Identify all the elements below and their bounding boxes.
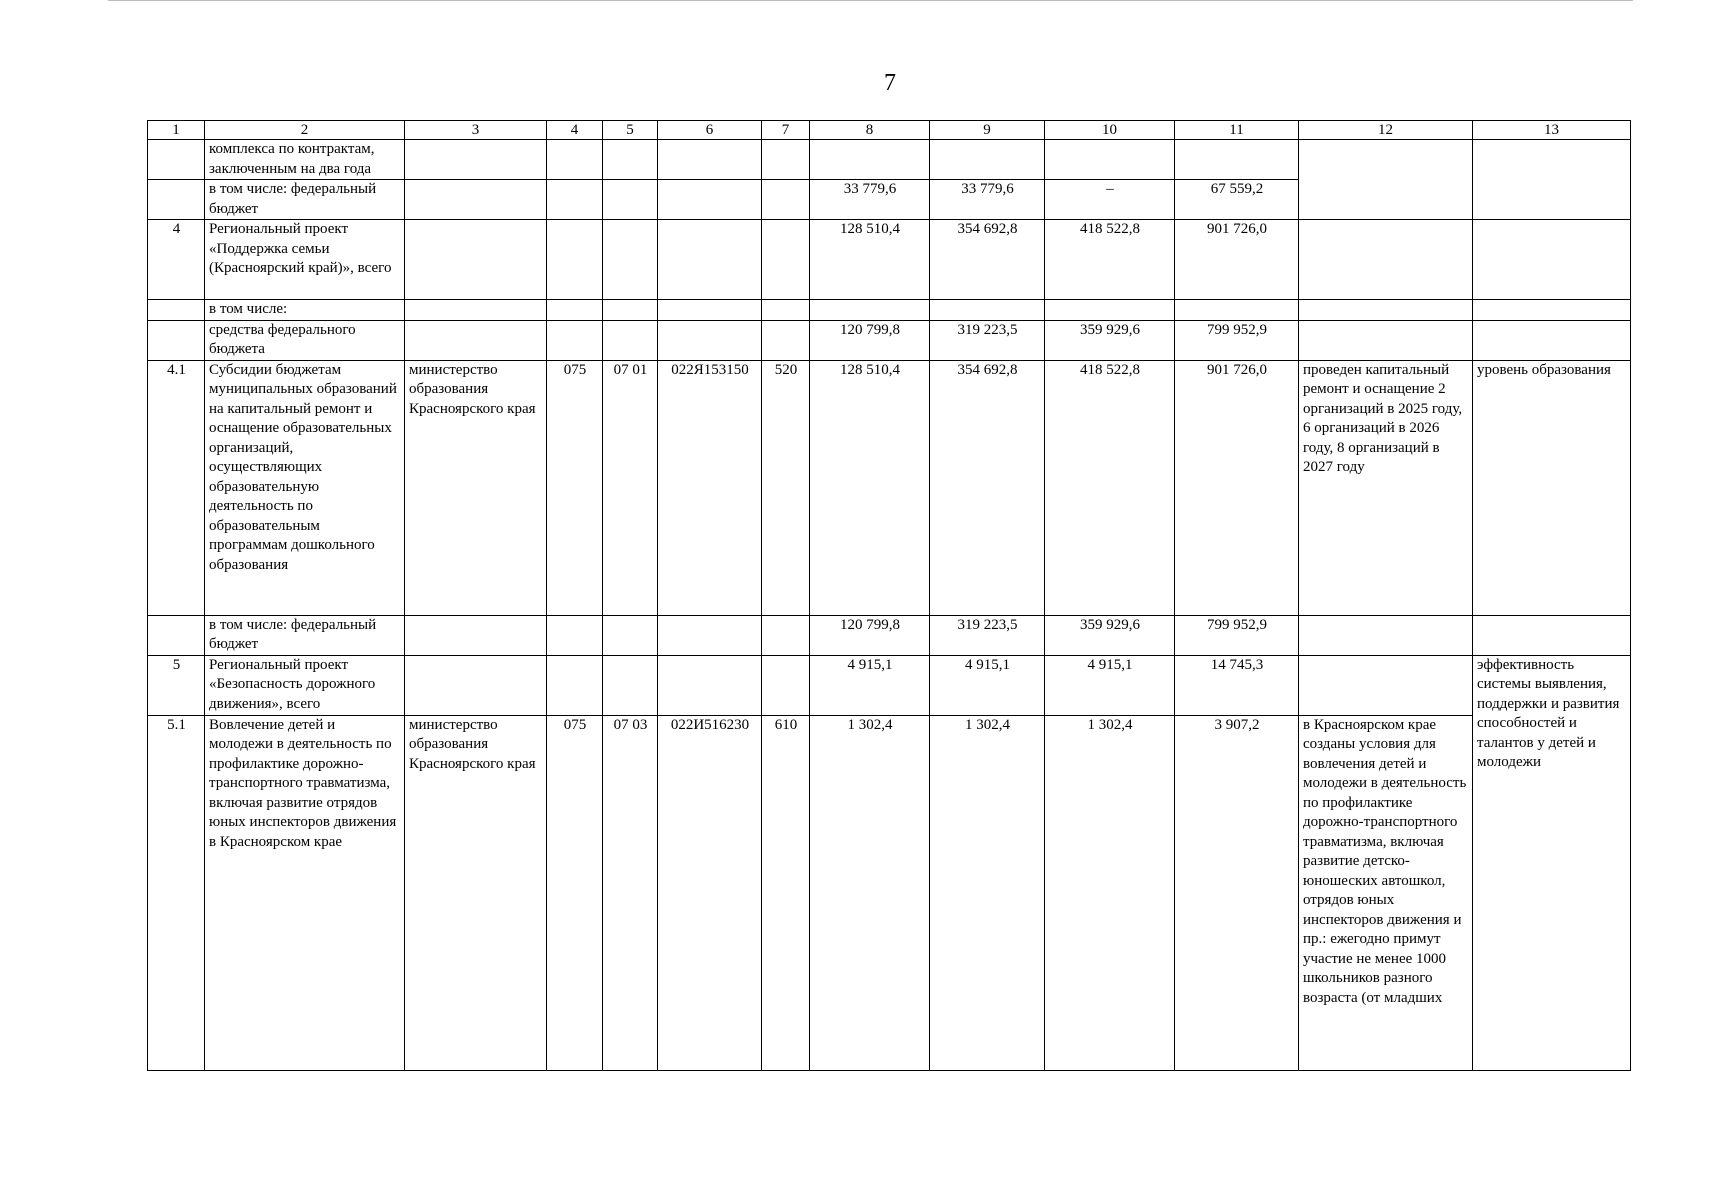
cell-value: – <box>1045 180 1175 220</box>
table-row <box>148 615 1631 655</box>
cell-indicator <box>1473 140 1631 220</box>
cell-value: 359 929,6 <box>1045 320 1175 360</box>
cell-value: 418 522,8 <box>1045 220 1175 300</box>
header-cell: 11 <box>1175 121 1299 140</box>
budget-table <box>147 120 1631 1071</box>
cell-code: 075 <box>547 360 603 615</box>
header-cell: 12 <box>1299 121 1473 140</box>
cell-value: 1 302,4 <box>930 715 1045 1070</box>
cell-code: 610 <box>762 715 810 1070</box>
cell-value: 901 726,0 <box>1175 360 1299 615</box>
table-row <box>148 320 1631 360</box>
cell-name: в том числе: <box>205 300 405 321</box>
cell-indicator: уровень образования <box>1473 360 1631 615</box>
cell-code: 022И516230 <box>658 715 762 1070</box>
cell-num: 5 <box>148 655 205 715</box>
cell-agency: министерство образования Красноярского края <box>405 715 547 1070</box>
cell-value: 901 726,0 <box>1175 220 1299 300</box>
cell-code: 075 <box>547 715 603 1070</box>
cell-value: 4 915,1 <box>810 655 930 715</box>
cell-value: 128 510,4 <box>810 220 930 300</box>
header-cell: 7 <box>762 121 810 140</box>
header-row <box>148 121 1631 140</box>
cell-name: комплекса по контрактам, заключенным на два года <box>205 140 405 180</box>
cell-num: 5.1 <box>148 715 205 1070</box>
cell-result: в Красноярском крае созданы условия для вовлечения детей и молодежи в деятельность по профилактике дорожно-транспортного травматизма, включая развитие детско-юношеских автошкол, отрядов юных инспекторов движения и пр.: ежегодно примут участие не менее 1000 школьников разного возраста (от младших <box>1299 715 1473 1070</box>
cell-indicator: эффективность системы выявления, поддержки и развития способностей и талантов у детей и молодежи <box>1473 655 1631 1070</box>
cell-value: 319 223,5 <box>930 320 1045 360</box>
header-cell: 1 <box>148 121 205 140</box>
header-cell: 2 <box>205 121 405 140</box>
cell-value: 354 692,8 <box>930 360 1045 615</box>
cell-name: Региональный проект «Поддержка семьи (Красноярский край)», всего <box>205 220 405 300</box>
cell-value: 359 929,6 <box>1045 615 1175 655</box>
cell-num: 4.1 <box>148 360 205 615</box>
cell-value: 120 799,8 <box>810 320 930 360</box>
table-row <box>148 715 1631 1070</box>
cell-value: 799 952,9 <box>1175 320 1299 360</box>
cell-code: 07 01 <box>603 360 658 615</box>
cell-code: 520 <box>762 360 810 615</box>
cell-value: 33 779,6 <box>810 180 930 220</box>
header-cell: 8 <box>810 121 930 140</box>
cell-value: 418 522,8 <box>1045 360 1175 615</box>
cell-name: Региональный проект «Безопасность дорожного движения», всего <box>205 655 405 715</box>
cell-name: в том числе: федеральный бюджет <box>205 615 405 655</box>
cell-num: 4 <box>148 220 205 300</box>
cell-value: 1 302,4 <box>1045 715 1175 1070</box>
table-row <box>148 655 1631 715</box>
top-scan-line <box>108 0 1633 1</box>
cell-name: Вовлечение детей и молодежи в деятельность по профилактике дорожно-транспортного травматизма, включая развитие отрядов юных инспекторов движения в Красноярском крае <box>205 715 405 1070</box>
cell-value: 67 559,2 <box>1175 180 1299 220</box>
cell-value: 33 779,6 <box>930 180 1045 220</box>
header-cell: 13 <box>1473 121 1631 140</box>
header-cell: 3 <box>405 121 547 140</box>
cell-value: 128 510,4 <box>810 360 930 615</box>
cell-result <box>1299 140 1473 220</box>
table-row <box>148 300 1631 321</box>
cell-code: 022Я153150 <box>658 360 762 615</box>
cell-value: 14 745,3 <box>1175 655 1299 715</box>
cell-value: 799 952,9 <box>1175 615 1299 655</box>
header-cell: 4 <box>547 121 603 140</box>
cell-num <box>148 140 205 180</box>
cell-value: 4 915,1 <box>930 655 1045 715</box>
header-cell: 6 <box>658 121 762 140</box>
cell-name: Субсидии бюджетам муниципальных образований на капитальный ремонт и оснащение образовательных организаций, осуществляющих образовательную деятельность по образовательным программам дошкольного образования <box>205 360 405 615</box>
cell-result: проведен капитальный ремонт и оснащение 2 организаций в 2025 году, 6 организаций в 2026 году, 8 организаций в 2027 году <box>1299 360 1473 615</box>
cell-value: 120 799,8 <box>810 615 930 655</box>
cell-value: 4 915,1 <box>1045 655 1175 715</box>
cell-value: 1 302,4 <box>810 715 930 1070</box>
cell-code: 07 03 <box>603 715 658 1070</box>
page-number: 7 <box>884 70 896 96</box>
header-cell: 9 <box>930 121 1045 140</box>
cell-value: 354 692,8 <box>930 220 1045 300</box>
header-cell: 10 <box>1045 121 1175 140</box>
cell-name: в том числе: федеральный бюджет <box>205 180 405 220</box>
table-row <box>148 360 1631 615</box>
table-row <box>148 140 1631 180</box>
cell-value: 3 907,2 <box>1175 715 1299 1070</box>
cell-name: средства федерального бюджета <box>205 320 405 360</box>
cell-agency: министерство образования Красноярского края <box>405 360 547 615</box>
table-row <box>148 220 1631 300</box>
header-cell: 5 <box>603 121 658 140</box>
cell-value: 319 223,5 <box>930 615 1045 655</box>
